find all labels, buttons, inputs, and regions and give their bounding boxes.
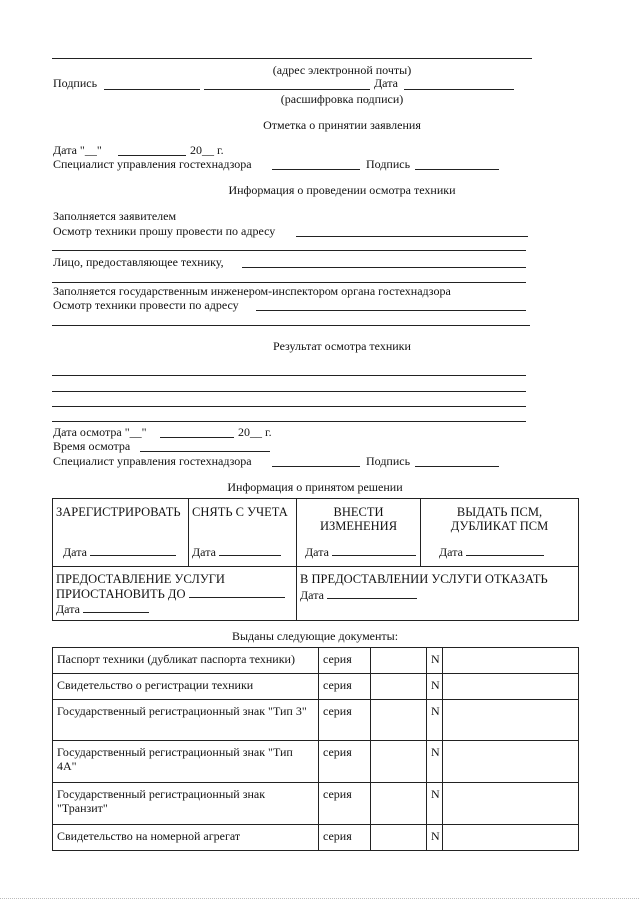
person-line: [242, 267, 526, 268]
refuse-date: [300, 587, 417, 603]
series-value: [371, 783, 427, 825]
person-line-2: [52, 282, 526, 283]
page-bottom-edge: [0, 898, 639, 899]
number-value: [443, 674, 579, 700]
changes-date-label: Дата: [305, 545, 329, 559]
acceptance-specialist-label: Специалист управления гостехнадзора: [53, 157, 252, 171]
number-value: [443, 783, 579, 825]
series-label: серия: [319, 783, 371, 825]
documents-row: [53, 783, 579, 825]
series-value: [371, 648, 427, 674]
result-specialist-label: Специалист управления гостехнадзора: [53, 454, 252, 468]
address-conduct-line: [256, 310, 526, 311]
issue-label-line2: ДУБЛИКАТ ПСМ: [450, 519, 549, 533]
issue-date-label: Дата: [439, 545, 463, 559]
changes-label: [297, 505, 420, 533]
address-request-line: [296, 236, 528, 237]
acceptance-sign-label: Подпись: [366, 157, 411, 171]
deregister-date-label: Дата: [192, 545, 216, 559]
number-value: [443, 648, 579, 674]
decision-refuse-cell: [297, 567, 579, 621]
acceptance-year: 20__ г.: [190, 143, 224, 157]
decision-heading: Информация о принятом решении: [227, 480, 403, 494]
register-date: [63, 544, 176, 560]
number-label: N: [427, 825, 443, 851]
register-date-label: Дата: [63, 545, 87, 559]
issue-date: [439, 544, 544, 560]
decision-changes-cell: [297, 499, 421, 567]
refuse-date-line: [327, 587, 417, 599]
inspection-heading: Информация о проведении осмотра техники: [228, 183, 456, 197]
changes-date: [305, 544, 416, 560]
decoding-caption: (расшифровка подписи): [280, 92, 404, 106]
suspend-date-label: Дата: [56, 602, 80, 616]
result-date-prefix: Дата осмотра "__": [53, 425, 147, 439]
decision-register-cell: [53, 499, 189, 567]
result-line-1: [52, 375, 526, 376]
documents-row: [53, 648, 579, 674]
number-label: N: [427, 700, 443, 741]
result-sign-label: Подпись: [366, 454, 411, 468]
documents-row: [53, 674, 579, 700]
documents-table: [52, 647, 579, 851]
changes-date-line: [332, 544, 416, 556]
address-conduct-label: Осмотр техники провести по адресу: [53, 298, 239, 312]
suspend-until-line: [189, 586, 285, 598]
result-year: 20__ г.: [238, 425, 272, 439]
document-name: Паспорт техники (дубликат паспорта техники): [53, 648, 319, 674]
number-label: N: [427, 648, 443, 674]
series-label: серия: [319, 825, 371, 851]
result-sign-line: [415, 466, 499, 467]
series-value: [371, 825, 427, 851]
changes-label-line2: ИЗМЕНЕНИЯ: [319, 519, 398, 533]
deregister-date-line: [219, 544, 281, 556]
series-value: [371, 741, 427, 783]
decision-table: [52, 498, 579, 621]
document-name: Государственный регистрационный знак "Тип 3": [53, 700, 319, 741]
filled-by-inspector: Заполняется государственным инженером-инспектором органа гостехнадзора: [53, 284, 451, 298]
result-line-3: [52, 406, 526, 407]
documents-row: [53, 741, 579, 783]
sign-line: [104, 89, 200, 90]
decision-deregister-cell: [189, 499, 297, 567]
acceptance-date-prefix: Дата "__": [53, 143, 102, 157]
series-label: серия: [319, 648, 371, 674]
number-label: N: [427, 783, 443, 825]
result-line-2: [52, 391, 526, 392]
document-name: Свидетельство о регистрации техники: [53, 674, 319, 700]
deregister-label: СНЯТЬ С УЧЕТА: [192, 505, 288, 519]
decision-issue-cell: [421, 499, 579, 567]
filled-by-applicant: Заполняется заявителем: [53, 209, 177, 223]
register-date-line: [90, 544, 176, 556]
suspend-label-line2: ПРИОСТАНОВИТЬ ДО: [56, 587, 186, 601]
document-name: Свидетельство на номерной агрегат: [53, 825, 319, 851]
number-label: N: [427, 741, 443, 783]
acceptance-heading: Отметка о принятии заявления: [263, 118, 421, 132]
time-label: Время осмотра: [53, 439, 131, 453]
suspend-date-line: [83, 601, 149, 613]
number-value: [443, 741, 579, 783]
changes-label-line1: ВНЕСТИ: [333, 505, 384, 519]
refuse-date-label: Дата: [300, 588, 324, 602]
number-label: N: [427, 674, 443, 700]
acceptance-sign-line: [415, 169, 499, 170]
issue-label: [421, 505, 578, 533]
documents-row: [53, 825, 579, 851]
address-conduct-line-2: [52, 325, 530, 326]
acceptance-date-line: [118, 155, 186, 156]
number-value: [443, 825, 579, 851]
series-value: [371, 700, 427, 741]
refuse-label: В ПРЕДОСТАВЛЕНИИ УСЛУГИ ОТКАЗАТЬ: [300, 572, 548, 586]
suspend-date: [56, 601, 149, 617]
address-request-label: Осмотр техники прошу провести по адресу: [53, 224, 276, 238]
series-value: [371, 674, 427, 700]
series-label: серия: [319, 700, 371, 741]
time-line: [140, 451, 270, 452]
email-line: [52, 58, 532, 59]
document-name: Государственный регистрационный знак "Тип 4А": [53, 741, 319, 783]
email-caption: (адрес электронной почты): [272, 63, 412, 77]
result-date-line: [160, 437, 234, 438]
suspend-label: [56, 572, 285, 601]
number-value: [443, 700, 579, 741]
result-line-4: [52, 421, 526, 422]
series-label: серия: [319, 741, 371, 783]
series-label: серия: [319, 674, 371, 700]
address-request-line-2: [52, 250, 526, 251]
documents-heading: Выданы следующие документы:: [231, 629, 399, 643]
sign-label: Подпись: [53, 76, 98, 90]
result-heading: Результат осмотра техники: [273, 339, 411, 353]
issue-date-line: [466, 544, 544, 556]
decision-suspend-cell: [53, 567, 297, 621]
decoding-line: [204, 89, 370, 90]
date-label: Дата: [374, 76, 398, 90]
issue-label-line1: ВЫДАТЬ ПСМ,: [456, 505, 543, 519]
date-line: [404, 89, 514, 90]
register-label: ЗАРЕГИСТРИРОВАТЬ: [56, 505, 181, 519]
suspend-label-line1: ПРЕДОСТАВЛЕНИЕ УСЛУГИ: [56, 572, 225, 586]
document-name: Государственный регистрационный знак "Транзит": [53, 783, 319, 825]
acceptance-specialist-line: [272, 169, 360, 170]
deregister-date: [192, 544, 281, 560]
documents-row: [53, 700, 579, 741]
result-specialist-line: [272, 466, 360, 467]
person-label: Лицо, предоставляющее технику,: [53, 255, 224, 269]
